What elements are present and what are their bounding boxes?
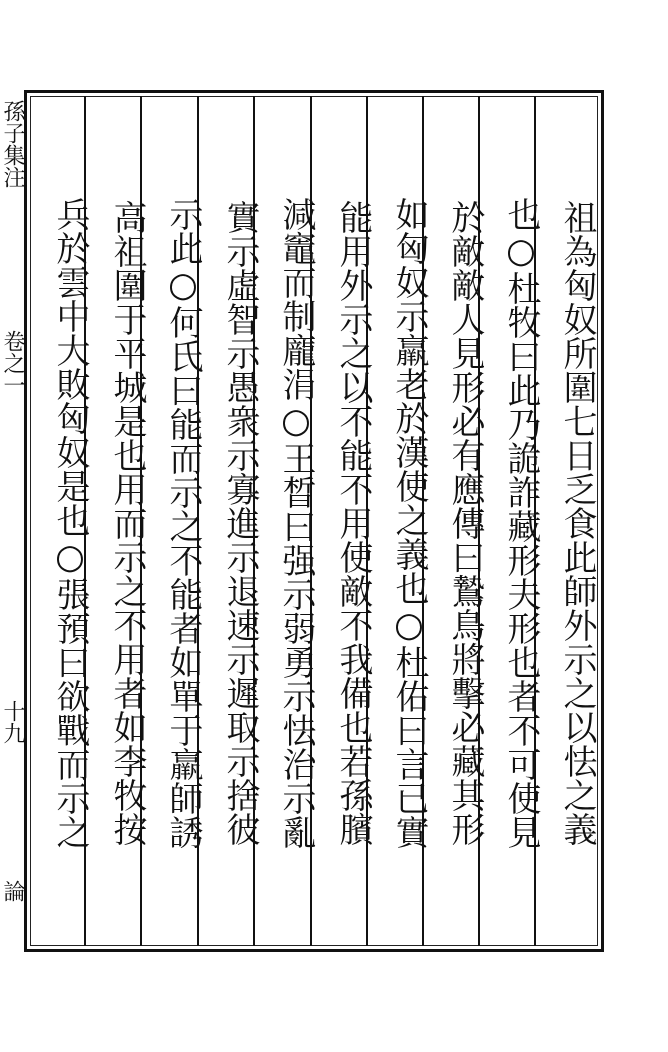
text-column-5: 能用外示之以不能不用使敵不我備也若孫臏 [333,200,373,846]
text-column-4: 如匈奴示羸老於漢使之義也○杜佑曰言已實 [389,197,429,849]
text-column-10: 兵於雲中大敗匈奴是也○張預曰欲戰而示之 [50,197,90,849]
text-column-9: 高祖圍于平城是也用而示之不用者如李牧按 [107,200,147,846]
text-column-2: 也○杜牧曰此乃詭詐藏形夫形也者不可使見 [501,197,541,849]
text-column-7: 實示虛智示愚衆示寡進示退速示遲取示捨彼 [220,200,260,846]
margin-chapter: 論 [0,880,25,902]
margin-volume: 卷之一 [0,330,25,396]
margin-book-title: 孫子集注 [0,100,25,188]
text-column-3: 於敵敵人見形必有應傳曰鷙鳥將擊必藏其形 [445,200,485,846]
margin-page-number: 十九 [0,700,25,744]
text-column-8: 示此○何氏曰能而示之不能者如單于羸師誘 [163,197,203,849]
text-column-1: 祖為匈奴所圍七日乏食此師外示之以怯之義 [557,200,597,846]
text-column-6: 減竈而制龐涓○王晳曰强示弱勇示怯治示亂 [276,197,316,849]
